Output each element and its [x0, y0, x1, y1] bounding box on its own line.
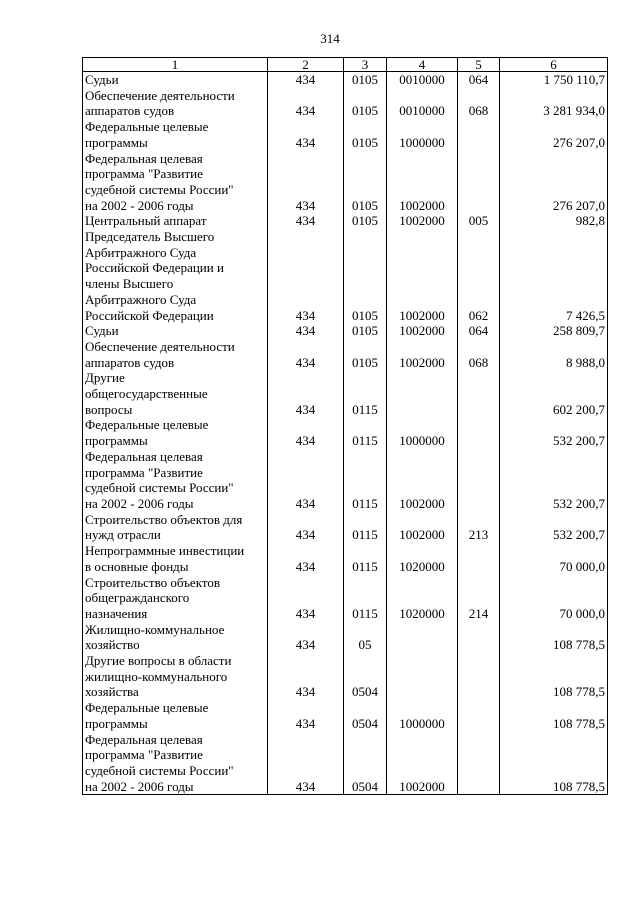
amount: 8 988,0 — [500, 339, 608, 370]
amount: 108 778,5 — [500, 700, 608, 731]
column-header-5: 5 — [458, 58, 500, 72]
expense-type-code — [458, 700, 500, 731]
table-row — [83, 213, 608, 229]
section-code: 0105 — [344, 119, 387, 150]
expense-type-code: 062 — [458, 229, 500, 323]
ministry-code: 434 — [268, 575, 344, 622]
table-row — [83, 575, 608, 622]
ministry-code: 434 — [268, 543, 344, 574]
amount: 982,8 — [500, 213, 608, 229]
target-article-code — [387, 622, 458, 653]
ministry-code: 434 — [268, 151, 344, 214]
amount: 108 778,5 — [500, 622, 608, 653]
ministry-code: 434 — [268, 700, 344, 731]
section-code: 0504 — [344, 700, 387, 731]
header-row — [83, 58, 608, 72]
section-code: 0115 — [344, 449, 387, 512]
table-row — [83, 323, 608, 339]
section-code: 0504 — [344, 732, 387, 795]
table-row — [83, 622, 608, 653]
column-header-1: 1 — [83, 58, 268, 72]
ministry-code: 434 — [268, 213, 344, 229]
amount: 532 200,7 — [500, 449, 608, 512]
table-body — [83, 72, 608, 795]
table-row — [83, 543, 608, 574]
item-name: Строительство объектов для нужд отрасли — [83, 512, 268, 543]
section-code: 0115 — [344, 575, 387, 622]
item-name: Обеспечение деятельности аппаратов судов — [83, 339, 268, 370]
budget-table — [82, 57, 608, 795]
item-name: Строительство объектов общегражданского назначения — [83, 575, 268, 622]
section-code: 0105 — [344, 151, 387, 214]
ministry-code: 434 — [268, 732, 344, 795]
amount: 532 200,7 — [500, 512, 608, 543]
section-code: 0105 — [344, 72, 387, 88]
target-article-code: 0010000 — [387, 72, 458, 88]
ministry-code: 434 — [268, 622, 344, 653]
item-name: Другие вопросы в области жилищно-коммунального хозяйства — [83, 653, 268, 700]
column-header-4: 4 — [387, 58, 458, 72]
table-row — [83, 151, 608, 214]
target-article-code — [387, 370, 458, 417]
amount: 70 000,0 — [500, 575, 608, 622]
ministry-code: 434 — [268, 119, 344, 150]
amount: 258 809,7 — [500, 323, 608, 339]
amount: 3 281 934,0 — [500, 88, 608, 119]
expense-type-code: 064 — [458, 72, 500, 88]
expense-type-code — [458, 151, 500, 214]
amount: 108 778,5 — [500, 732, 608, 795]
expense-type-code: 213 — [458, 512, 500, 543]
item-name: Федеральные целевые программы — [83, 119, 268, 150]
item-name: Федеральная целевая программа "Развитие судебной системы России" на 2002 - 2006 годы — [83, 449, 268, 512]
amount: 7 426,5 — [500, 229, 608, 323]
table-row — [83, 88, 608, 119]
item-name: Судьи — [83, 72, 268, 88]
item-name: Федеральные целевые программы — [83, 700, 268, 731]
expense-type-code — [458, 622, 500, 653]
amount: 70 000,0 — [500, 543, 608, 574]
item-name: Жилищно-коммунальное хозяйство — [83, 622, 268, 653]
expense-type-code: 005 — [458, 213, 500, 229]
target-article-code: 1002000 — [387, 512, 458, 543]
section-code: 0105 — [344, 229, 387, 323]
target-article-code: 1002000 — [387, 151, 458, 214]
section-code: 0504 — [344, 653, 387, 700]
ministry-code: 434 — [268, 653, 344, 700]
amount: 108 778,5 — [500, 653, 608, 700]
expense-type-code — [458, 653, 500, 700]
target-article-code: 1002000 — [387, 339, 458, 370]
expense-type-code — [458, 449, 500, 512]
section-code: 0115 — [344, 370, 387, 417]
item-name: Федеральные целевые программы — [83, 417, 268, 448]
expense-type-code — [458, 417, 500, 448]
expense-type-code — [458, 370, 500, 417]
target-article-code: 1000000 — [387, 119, 458, 150]
column-header-3: 3 — [344, 58, 387, 72]
target-article-code: 1002000 — [387, 213, 458, 229]
ministry-code: 434 — [268, 339, 344, 370]
ministry-code: 434 — [268, 449, 344, 512]
table-row — [83, 732, 608, 795]
table-row — [83, 700, 608, 731]
ministry-code: 434 — [268, 72, 344, 88]
ministry-code: 434 — [268, 323, 344, 339]
amount: 276 207,0 — [500, 119, 608, 150]
ministry-code: 434 — [268, 88, 344, 119]
section-code: 05 — [344, 622, 387, 653]
target-article-code: 1002000 — [387, 732, 458, 795]
expense-type-code: 064 — [458, 323, 500, 339]
item-name: Другие общегосударственные вопросы — [83, 370, 268, 417]
item-name: Федеральная целевая программа "Развитие судебной системы России" на 2002 - 2006 годы — [83, 732, 268, 795]
table-row — [83, 119, 608, 150]
column-header-2: 2 — [268, 58, 344, 72]
section-code: 0115 — [344, 417, 387, 448]
page-number: 314 — [320, 31, 340, 46]
section-code: 0105 — [344, 323, 387, 339]
expense-type-code: 214 — [458, 575, 500, 622]
amount: 532 200,7 — [500, 417, 608, 448]
item-name: Центральный аппарат — [83, 213, 268, 229]
expense-type-code: 068 — [458, 339, 500, 370]
section-code: 0105 — [344, 339, 387, 370]
table-row — [83, 72, 608, 88]
target-article-code: 1020000 — [387, 575, 458, 622]
expense-type-code: 068 — [458, 88, 500, 119]
section-code: 0105 — [344, 88, 387, 119]
item-name: Обеспечение деятельности аппаратов судов — [83, 88, 268, 119]
expense-type-code — [458, 119, 500, 150]
target-article-code — [387, 653, 458, 700]
ministry-code: 434 — [268, 370, 344, 417]
section-code: 0105 — [344, 213, 387, 229]
target-article-code: 0010000 — [387, 88, 458, 119]
target-article-code: 1002000 — [387, 323, 458, 339]
expense-type-code — [458, 543, 500, 574]
target-article-code: 1000000 — [387, 417, 458, 448]
table-row — [83, 229, 608, 323]
item-name: Федеральная целевая программа "Развитие судебной системы России" на 2002 - 2006 годы — [83, 151, 268, 214]
table-row — [83, 449, 608, 512]
item-name: Непрограммные инвестиции в основные фонды — [83, 543, 268, 574]
target-article-code: 1020000 — [387, 543, 458, 574]
target-article-code: 1002000 — [387, 449, 458, 512]
expense-type-code — [458, 732, 500, 795]
section-code: 0115 — [344, 543, 387, 574]
amount: 1 750 110,7 — [500, 72, 608, 88]
table-row — [83, 417, 608, 448]
ministry-code: 434 — [268, 229, 344, 323]
table-row — [83, 339, 608, 370]
column-header-6: 6 — [500, 58, 608, 72]
ministry-code: 434 — [268, 512, 344, 543]
target-article-code: 1002000 — [387, 229, 458, 323]
table-row — [83, 653, 608, 700]
item-name: Судьи — [83, 323, 268, 339]
amount: 602 200,7 — [500, 370, 608, 417]
target-article-code: 1000000 — [387, 700, 458, 731]
table-row — [83, 370, 608, 417]
table-row — [83, 512, 608, 543]
ministry-code: 434 — [268, 417, 344, 448]
item-name: Председатель Высшего Арбитражного Суда Российской Федерации и члены Высшего Арбитражного Суда Российской Федерации — [83, 229, 268, 323]
section-code: 0115 — [344, 512, 387, 543]
amount: 276 207,0 — [500, 151, 608, 214]
